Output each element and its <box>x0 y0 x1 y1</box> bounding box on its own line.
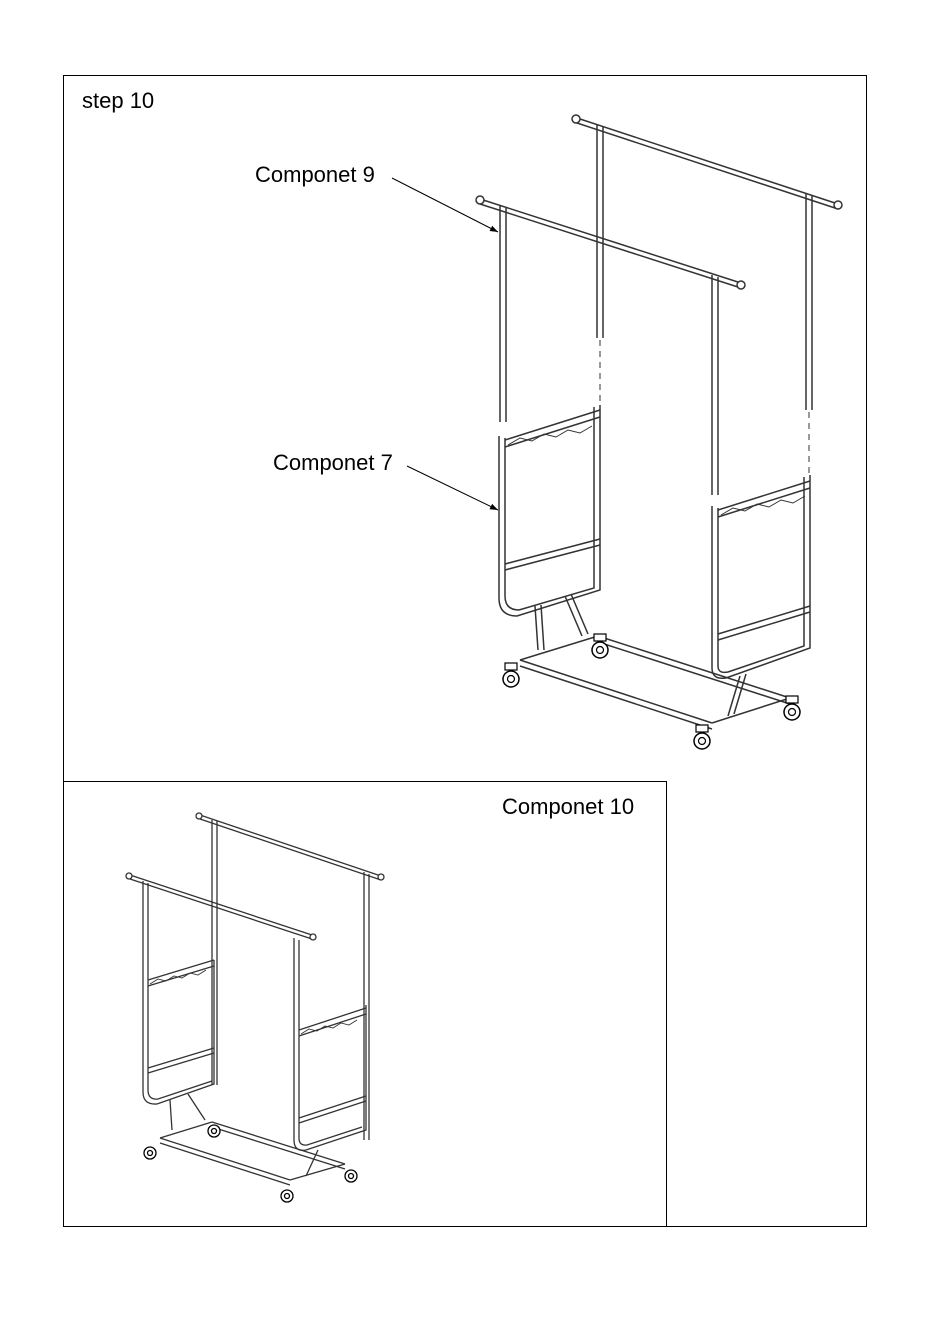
caster-wheel <box>503 663 519 687</box>
inset-casters <box>144 1125 357 1202</box>
label-component-9: Componet 9 <box>255 162 375 187</box>
component-7-lower-frame <box>499 405 810 729</box>
leader-component-7 <box>407 466 498 510</box>
step-title: step 10 <box>82 88 155 113</box>
component-9-upper-rails <box>476 115 842 495</box>
caster-wheel <box>592 634 608 658</box>
label-component-10: Componet 10 <box>502 794 635 819</box>
caster-wheel <box>694 725 710 749</box>
caster-wheel <box>784 696 800 720</box>
main-rack-drawing <box>392 115 842 749</box>
component-10-assembled-rack <box>126 813 384 1202</box>
label-component-7: Componet 7 <box>273 450 393 475</box>
alignment-dashes <box>600 340 809 478</box>
